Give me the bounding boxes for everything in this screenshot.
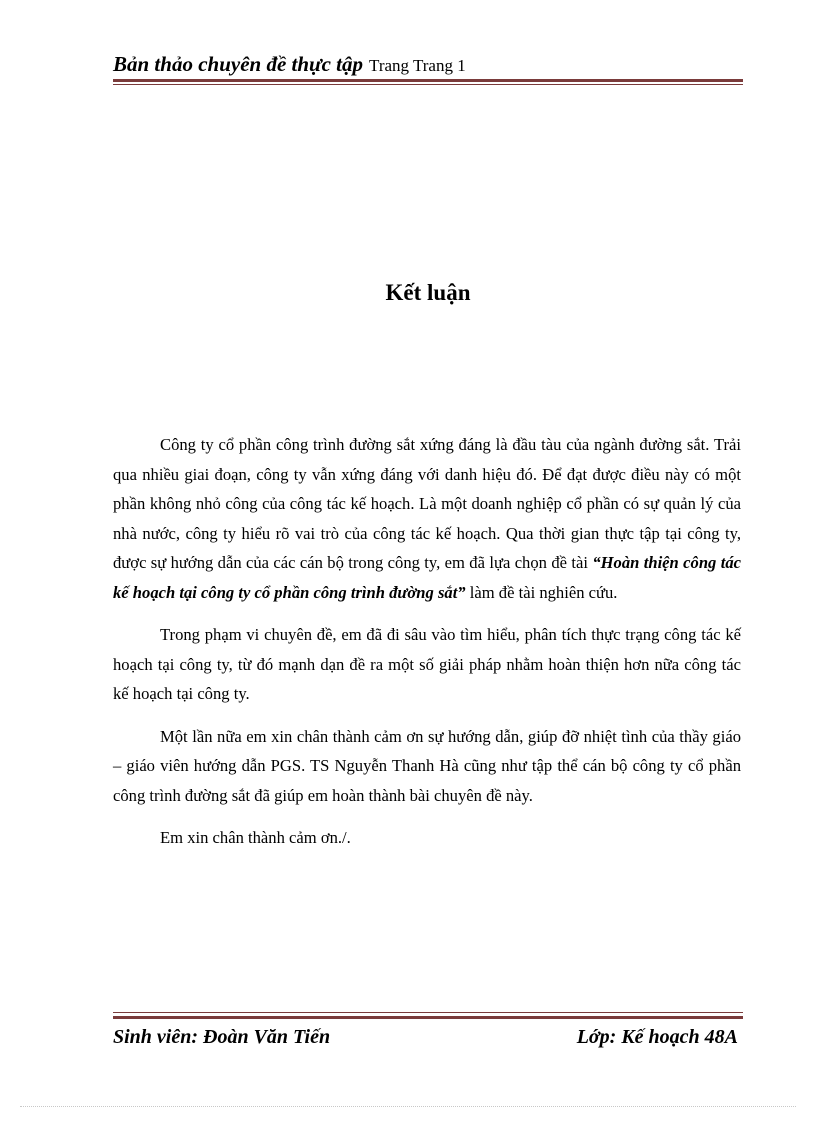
header-page-label: Trang Trang 1 [369,56,466,75]
paragraph-1 [113,430,741,607]
paragraph-1-text: Công ty cổ phần công trình đường sắt xứng đáng là đầu tàu của ngành đường sắt. Trải qua nhiều giai đoạn, công ty vẫn xứng đáng với danh hiệu đó. Để đạt được điều này có một phần không nhỏ công của công tác kế hoạch. Là một doanh nghiệp cổ phần có sự quản lý của nhà nước, công ty hiểu rõ vai trò của công tác kế hoạch. Qua thời gian thực tập tại công ty, được sự hướng dẫn của các cán bộ trong công ty, em đã lựa chọn đề tài [113,435,741,572]
header-rule-thin [113,84,743,85]
footer-student-name: Sinh viên: Đoàn Văn Tiến [113,1026,331,1048]
paragraph-2: Trong phạm vi chuyên đề, em đã đi sâu vào tìm hiểu, phân tích thực trạng công tác kế hoạch tại công ty, từ đó mạnh dạn đề ra một số giải pháp nhằm hoàn thiện hơn nữa công tác kế hoạch tại công ty. [113,625,741,703]
footer-class-name: Lớp: Kế hoạch 48A [576,1026,738,1048]
paragraph-3: Một lần nữa em xin chân thành cảm ơn sự hướng dẫn, giúp đỡ nhiệt tình của thầy giáo – giáo viên hướng dẫn PGS. TS Nguyễn Thanh Hà cũng như tập thể cán bộ công ty cổ phần công trình đường sắt đã giúp em hoàn thành bài chuyên đề này. [113,726,741,805]
header-rule-thick [113,79,743,82]
document-title: Kết luận [385,280,471,305]
header-title: Bản thảo chuyên đề thực tập [113,52,364,76]
page-header [113,52,743,82]
paragraph-4: Em xin chân thành cảm ơn./. [160,828,351,847]
document-body [113,430,741,866]
paragraph-1-tail: làm đề tài nghiên cứu. [465,582,618,602]
thesis-topic-emphasis: “Hoàn thiện công tác kế hoạch tại công ty cổ phần công trình đường sắt” [113,553,741,602]
page-bottom-dotted-line [20,1106,796,1107]
footer-rule-thin [113,1012,743,1013]
footer-rule-thick [113,1016,743,1019]
